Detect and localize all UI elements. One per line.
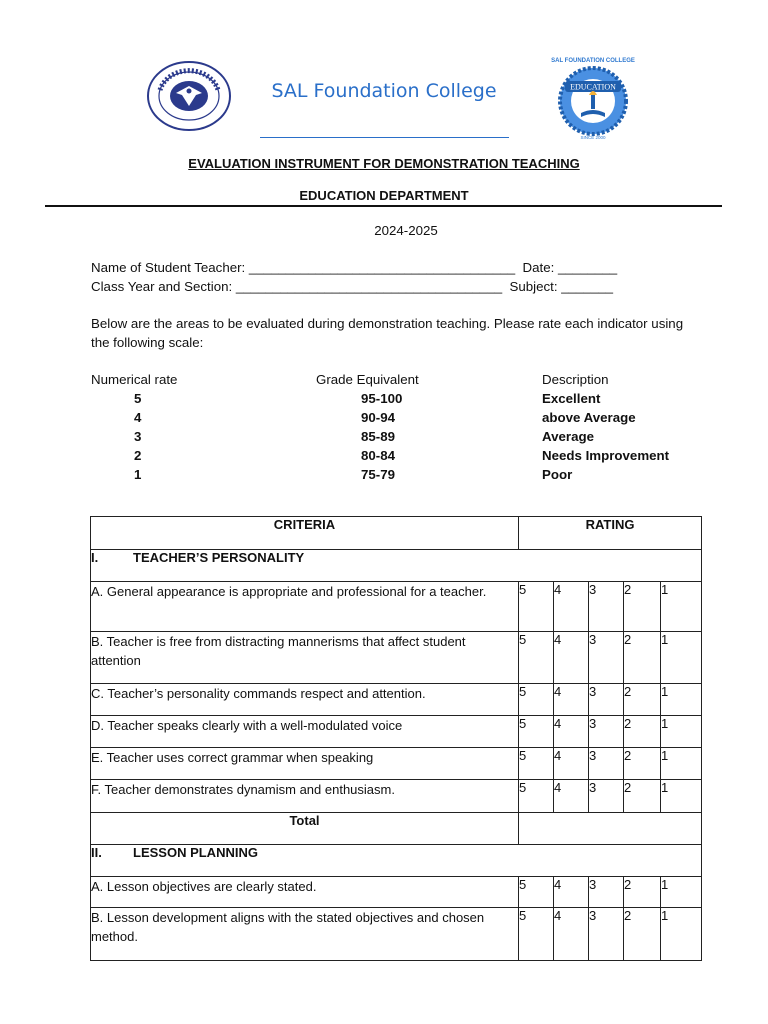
rating-4-cell[interactable]: 4 bbox=[554, 908, 589, 961]
criteria-item: B. Lesson development aligns with the stated objectives and chosen method. bbox=[91, 908, 519, 961]
table-row bbox=[91, 877, 702, 908]
rating-5-cell[interactable]: 5 bbox=[519, 632, 554, 684]
seal-banner-text: EDUCATION bbox=[570, 82, 616, 92]
rating-2-cell[interactable]: 2 bbox=[624, 908, 661, 961]
scale-rate: 5 bbox=[134, 391, 142, 406]
rating-3-cell[interactable]: 3 bbox=[589, 877, 624, 908]
instrument-title: EVALUATION INSTRUMENT FOR DEMONSTRATION TEACHING bbox=[188, 156, 580, 171]
rating-5-cell[interactable]: 5 bbox=[519, 908, 554, 961]
table-row bbox=[91, 582, 702, 632]
scale-grade: 75-79 bbox=[361, 467, 396, 482]
college-name: SAL Foundation College bbox=[271, 80, 497, 102]
college-name-underline bbox=[260, 137, 509, 138]
rating-2-cell[interactable]: 2 bbox=[624, 632, 661, 684]
section-title: TEACHER’S PERSONALITY bbox=[133, 550, 305, 565]
rating-2-cell[interactable]: 2 bbox=[624, 582, 661, 632]
rating-2-cell[interactable]: 2 bbox=[624, 780, 661, 813]
rating-1-cell[interactable]: 1 bbox=[661, 632, 702, 684]
seal-top-text: SAL FOUNDATION COLLEGE bbox=[551, 58, 635, 64]
instruction-line-1: Below are the areas to be evaluated during demonstration teaching. Please rate each indicator using bbox=[91, 316, 684, 331]
total-row bbox=[91, 813, 702, 845]
rating-2-cell[interactable]: 2 bbox=[624, 877, 661, 908]
criteria-item: F. Teacher demonstrates dynamism and enthusiasm. bbox=[91, 780, 519, 813]
rating-3-cell[interactable]: 3 bbox=[589, 632, 624, 684]
rating-3-cell[interactable]: 3 bbox=[589, 582, 624, 632]
table-row bbox=[91, 908, 702, 961]
rating-4-cell[interactable]: 4 bbox=[554, 684, 589, 716]
section-number: I. bbox=[91, 550, 99, 565]
seal-bottom-text: SINCE 2000 bbox=[580, 135, 606, 140]
scale-description: Average bbox=[542, 429, 594, 444]
scale-description: Needs Improvement bbox=[542, 448, 670, 463]
table-row bbox=[91, 716, 702, 748]
school-year: 2024-2025 bbox=[374, 223, 438, 238]
section-number: II. bbox=[91, 845, 102, 860]
rating-5-cell[interactable]: 5 bbox=[519, 748, 554, 780]
scale-description: above Average bbox=[542, 410, 636, 425]
scale-rate: 1 bbox=[134, 467, 142, 482]
scale-rate: 2 bbox=[134, 448, 142, 463]
scale-grade: 85-89 bbox=[361, 429, 396, 444]
rating-4-cell[interactable]: 4 bbox=[554, 716, 589, 748]
rating-1-cell[interactable]: 1 bbox=[661, 908, 702, 961]
department-title: EDUCATION DEPARTMENT bbox=[299, 188, 469, 203]
criteria-item: E. Teacher uses correct grammar when speaking bbox=[91, 748, 519, 780]
rating-3-cell[interactable]: 3 bbox=[589, 684, 624, 716]
rating-3-cell[interactable]: 3 bbox=[589, 908, 624, 961]
scale-grade: 90-94 bbox=[361, 410, 396, 425]
section-row bbox=[91, 845, 702, 877]
rating-1-cell[interactable]: 1 bbox=[661, 684, 702, 716]
scale-grade: 80-84 bbox=[361, 448, 396, 463]
scale-grade: 95-100 bbox=[361, 391, 403, 406]
rating-1-cell[interactable]: 1 bbox=[661, 877, 702, 908]
rating-1-cell[interactable]: 1 bbox=[661, 748, 702, 780]
criteria-table bbox=[90, 516, 702, 961]
title-divider bbox=[45, 205, 722, 207]
table-row bbox=[91, 748, 702, 780]
total-rating-cell[interactable] bbox=[519, 813, 702, 845]
rating-4-cell[interactable]: 4 bbox=[554, 582, 589, 632]
criteria-item: A. Lesson objectives are clearly stated. bbox=[91, 877, 519, 908]
class-subject-line: Class Year and Section: ____________________________________ Subject: _______ bbox=[91, 279, 613, 294]
scale-description: Poor bbox=[542, 467, 573, 482]
rating-2-cell[interactable]: 2 bbox=[624, 684, 661, 716]
criteria-item: C. Teacher’s personality commands respect and attention. bbox=[91, 684, 519, 716]
rating-2-cell[interactable]: 2 bbox=[624, 748, 661, 780]
scale-header-description: Description bbox=[542, 372, 609, 387]
rating-4-cell[interactable]: 4 bbox=[554, 748, 589, 780]
rating-4-cell[interactable]: 4 bbox=[554, 780, 589, 813]
criteria-item: B. Teacher is free from distracting mannerisms that affect student attention bbox=[91, 632, 519, 684]
rating-4-cell[interactable]: 4 bbox=[554, 632, 589, 684]
table-row bbox=[91, 684, 702, 716]
rating-3-cell[interactable]: 3 bbox=[589, 780, 624, 813]
section-title: LESSON PLANNING bbox=[133, 845, 258, 860]
rating-3-cell[interactable]: 3 bbox=[589, 716, 624, 748]
rating-5-cell[interactable]: 5 bbox=[519, 716, 554, 748]
rating-header: RATING bbox=[519, 517, 702, 550]
criteria-item: D. Teacher speaks clearly with a well-modulated voice bbox=[91, 716, 519, 748]
section-row bbox=[91, 550, 702, 582]
instruction-line-2: the following scale: bbox=[91, 335, 204, 350]
rating-5-cell[interactable]: 5 bbox=[519, 877, 554, 908]
table-row bbox=[91, 780, 702, 813]
rating-5-cell[interactable]: 5 bbox=[519, 780, 554, 813]
rating-3-cell[interactable]: 3 bbox=[589, 748, 624, 780]
table-header-row bbox=[91, 517, 702, 550]
name-date-line: Name of Student Teacher: ____________________________________ Date: ________ bbox=[91, 260, 618, 275]
rating-1-cell[interactable]: 1 bbox=[661, 780, 702, 813]
rating-5-cell[interactable]: 5 bbox=[519, 684, 554, 716]
criteria-item: A. General appearance is appropriate and professional for a teacher. bbox=[91, 582, 519, 632]
right-education-seal-logo bbox=[550, 55, 636, 141]
scale-rate: 3 bbox=[134, 429, 142, 444]
criteria-header: CRITERIA bbox=[91, 517, 519, 550]
rating-1-cell[interactable]: 1 bbox=[661, 716, 702, 748]
rating-1-cell[interactable]: 1 bbox=[661, 582, 702, 632]
scale-rate: 4 bbox=[134, 410, 142, 425]
rating-5-cell[interactable]: 5 bbox=[519, 582, 554, 632]
total-label: Total bbox=[91, 813, 519, 845]
scale-header-grade: Grade Equivalent bbox=[316, 372, 419, 387]
rating-4-cell[interactable]: 4 bbox=[554, 877, 589, 908]
scale-header-rate: Numerical rate bbox=[91, 372, 178, 387]
left-college-seal-logo bbox=[146, 60, 232, 132]
rating-2-cell[interactable]: 2 bbox=[624, 716, 661, 748]
scale-description: Excellent bbox=[542, 391, 601, 406]
table-row bbox=[91, 632, 702, 684]
